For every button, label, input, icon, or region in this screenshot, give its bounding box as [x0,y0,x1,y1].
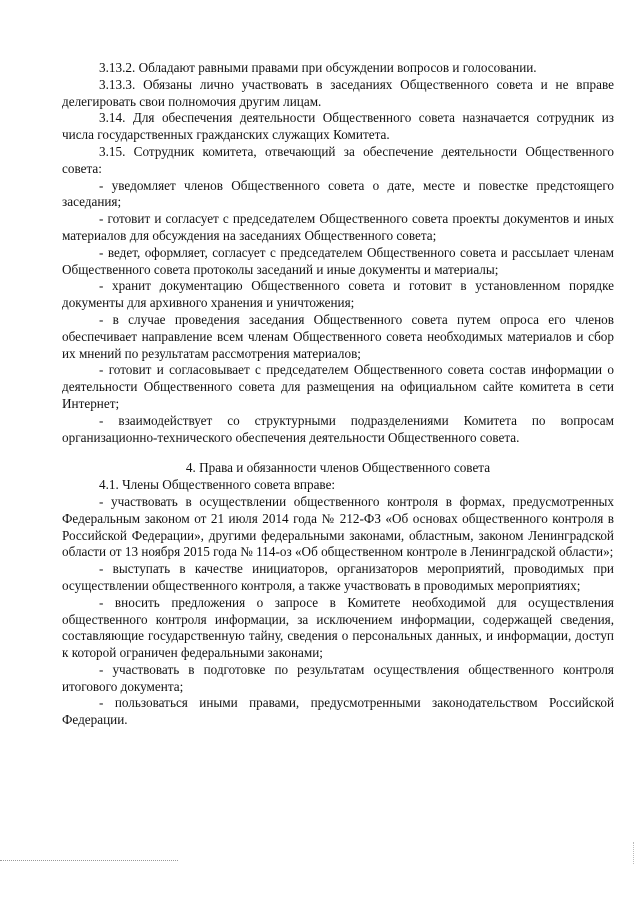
list-item-website-info: - готовит и согласовывает с председателем Общественного совета состав информации о деятельности Общественного совета для размещения на официальном сайте комитета в сети Интернет; [62,362,614,411]
section-heading: 4. Права и обязанности членов Общественного совета [185,460,491,476]
list-item-final-document: - участвовать в подготовке по результатам осуществления общественного контроля итогового документа; [62,661,614,694]
list-item-interaction: - взаимодействует со структурными подразделениями Комитета по вопросам организационно-технического обеспечения деятельности Общественного совета. [62,412,614,445]
list-item-public-control: - участвовать в осуществлении общественного контроля в формах, предусмотренных Федеральным законом от 21 июля 2014 года № 212-ФЗ «Об основах общественного контроля в Российской Федерации», другими федеральными законами, областным, законом Ленинградской области от 13 ноября 2015 года № 114-оз «Об общественном контроле в Ленинградской области»; [62,493,614,560]
paragraph-3-13-3: 3.13.3. Обязаны лично участвовать в заседаниях Общественного совета и не вправе делегировать свои полномочия другим лицам. [62,76,614,109]
list-item-archive: - хранит документацию Общественного совета и готовит в установленном порядке документы для архивного хранения и уничтожения; [62,278,614,311]
list-item-protocols: - ведет, оформляет, согласует с председателем Общественного совета и рассылает членам Общественного совета протоколы заседаний и иные документы и материалы; [62,244,614,277]
list-item-prepare-documents: - готовит и согласует с председателем Общественного совета проекты документов и иных материалов для обсуждения на заседаниях Общественного совета; [62,211,614,243]
list-item-information-request: - вносить предложения о запросе в Комитете необходимой для осуществления общественного контроля информации, за исключением информации, содержащей сведения, составляющие государственную тайну, сведения о персональных данных, и информации, доступ к которой ограничен федеральными законами; [62,594,614,661]
paragraph-4-1: 4.1. Члены Общественного совета вправе: [99,477,336,493]
scan-edge-marks [633,842,637,864]
paragraph-3-14: 3.14. Для обеспечения деятельности Общественного совета назначается сотрудник из числа государственных гражданских служащих Комитета. [62,110,614,143]
list-item-survey-meeting: - в случае проведения заседания Общественного совета путем опроса его членов обеспечивает направление всем членам Общественного совета необходимых материалов и сбор их мнений по результатам рассмотрения материалов; [62,311,614,361]
paragraph-3-13-2: 3.13.2. Обладают равными правами при обсуждении вопросов и голосовании. [99,60,537,75]
scan-edge-line [0,860,178,861]
document-page [62,60,614,729]
list-item-initiators: - выступать в качестве инициаторов, организаторов мероприятий, проводимых при осуществлении общественного контроля, а также участвовать в проводимых мероприятиях; [62,561,614,593]
paragraph-3-15: 3.15. Сотрудник комитета, отвечающий за обеспечение деятельности Общественного совета: [62,143,614,176]
list-item-other-rights: - пользоваться иными правами, предусмотренными законодательством Российской Федерации. [62,695,614,728]
list-item-notify-members: - уведомляет членов Общественного совета о дате, месте и повестке предстоящего заседания; [62,177,614,210]
